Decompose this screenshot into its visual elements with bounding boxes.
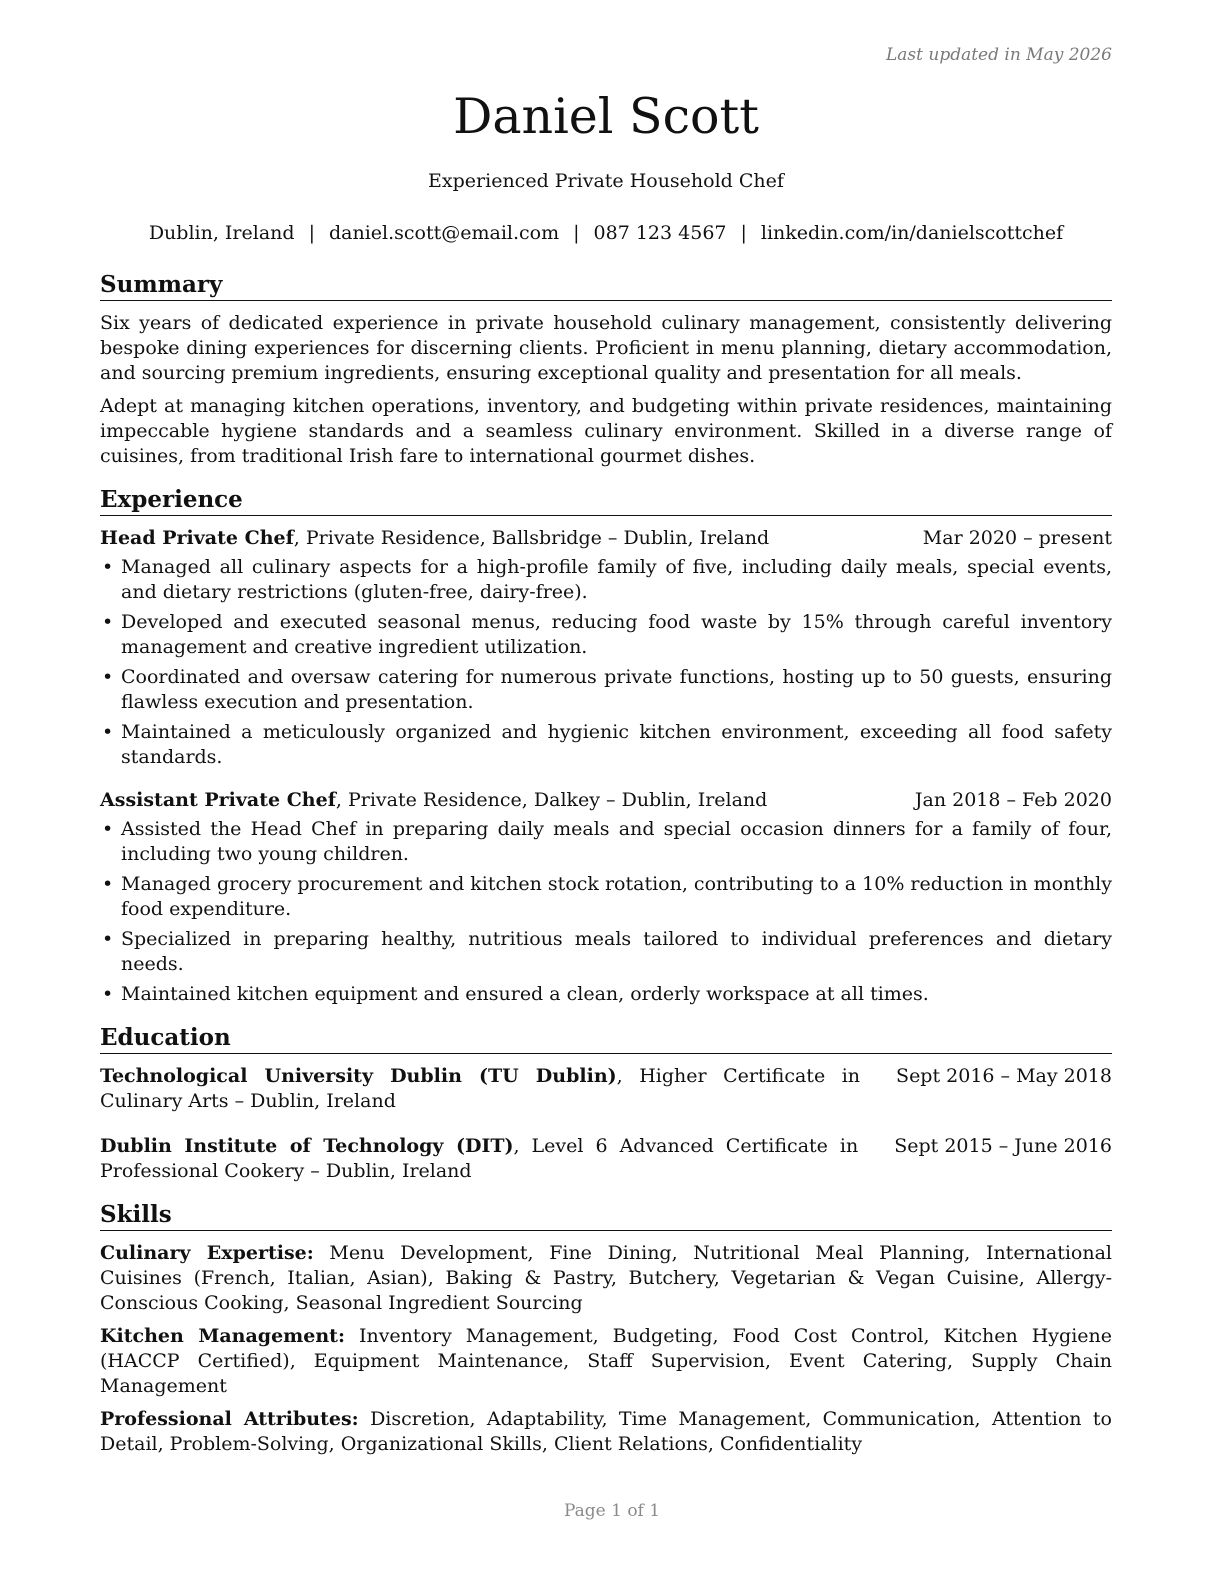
resume-body	[100, 270, 1112, 1473]
job-role: Head Private Chef	[100, 527, 294, 549]
bullet-dot-icon: •	[102, 721, 114, 743]
bullet-dot-icon: •	[102, 873, 114, 895]
institution-name: Technological University Dublin (TU Dublin)	[100, 1065, 617, 1087]
contact-separator: |	[573, 222, 580, 244]
education-dates: Sept 2015 – June 2016	[894, 1135, 1112, 1157]
contact-line	[100, 220, 1112, 246]
page-number: Page 1 of 1	[563, 1501, 661, 1521]
job-header	[100, 526, 1112, 551]
skill-group-items: Discretion, Adaptability, Time Management, Communication, Attention to Detail, Problem-Solving, Organizational Skills, Client Relations, Confidentiality	[100, 1408, 1112, 1455]
skill-group-label: Kitchen Management:	[100, 1325, 345, 1347]
section-title-summary: Summary	[100, 270, 1112, 301]
bullet-dot-icon: •	[102, 928, 114, 950]
skill-group-items: Inventory Management, Budgeting, Food Cost Control, Kitchen Hygiene (HACCP Certified), Equipment Maintenance, Staff Supervision, Event Catering, Supply Chain Management	[100, 1325, 1112, 1397]
bullet-dot-icon: •	[102, 666, 114, 688]
job-role: Assistant Private Chef	[100, 789, 336, 811]
bullet-text: Developed and executed seasonal menus, reducing food waste by 15% through careful inventory management and creative ingredient utilization.	[121, 611, 1112, 658]
list-item	[100, 665, 1112, 715]
bullet-text: Assisted the Head Chef in preparing daily meals and special occasion dinners for a family of four, including two young children.	[121, 818, 1112, 865]
job-header	[100, 788, 1112, 813]
section-title-experience: Experience	[100, 485, 1112, 516]
institution-name: Dublin Institute of Technology (DIT)	[100, 1135, 514, 1157]
skill-group	[100, 1407, 1112, 1457]
bullet-text: Managed all culinary aspects for a high-profile family of five, including daily meals, special events, and dietary restrictions (gluten-free, dairy-free).	[121, 556, 1112, 603]
job-dates: Mar 2020 – present	[922, 527, 1112, 549]
job-details: , Private Residence, Dalkey – Dublin, Ireland	[335, 789, 768, 811]
contact-location: Dublin, Ireland	[148, 222, 295, 244]
job-bullets	[100, 555, 1112, 770]
bullet-dot-icon: •	[102, 611, 114, 633]
experience-section	[100, 485, 1112, 1007]
bullet-text: Managed grocery procurement and kitchen stock rotation, contributing to a 10% reduction in monthly food expenditure.	[121, 873, 1112, 920]
contact-separator: |	[740, 222, 747, 244]
bullet-dot-icon: •	[102, 818, 114, 840]
list-item	[100, 817, 1112, 867]
bullet-dot-icon: •	[102, 983, 114, 1005]
skill-group	[100, 1241, 1112, 1316]
degree-details: , Level 6 Advanced Certificate in Professional Cookery – Dublin, Ireland	[100, 1135, 859, 1182]
list-item	[100, 610, 1112, 660]
job-details: , Private Residence, Ballsbridge – Dublin, Ireland	[293, 527, 770, 549]
skill-group	[100, 1324, 1112, 1399]
last-updated-note: Last updated in May 2026	[885, 45, 1112, 65]
list-item	[100, 872, 1112, 922]
section-title-education: Education	[100, 1023, 1112, 1054]
contact-email[interactable]: daniel.scott@email.com	[328, 222, 560, 244]
job-entry	[100, 526, 1112, 770]
job-dates: Jan 2018 – Feb 2020	[914, 789, 1112, 811]
bullet-text: Specialized in preparing healthy, nutritious meals tailored to individual preferences and dietary needs.	[121, 928, 1112, 975]
bullet-dot-icon: •	[102, 556, 114, 578]
contact-linkedin[interactable]: linkedin.com/in/danielscottchef	[760, 222, 1064, 244]
job-bullets	[100, 817, 1112, 1007]
skills-section	[100, 1200, 1112, 1457]
education-header	[100, 1134, 1112, 1184]
list-item	[100, 982, 1112, 1007]
section-title-skills: Skills	[100, 1200, 1112, 1231]
job-entry	[100, 788, 1112, 1007]
skill-group-items: Menu Development, Fine Dining, Nutritional Meal Planning, International Cuisines (French, Italian, Asian), Baking & Pastry, Butchery, Vegetarian & Vegan Cuisine, Allergy-Conscious Cooking, Seasonal Ingredient Sourcing	[100, 1242, 1112, 1314]
education-header	[100, 1064, 1112, 1114]
skill-group-label: Culinary Expertise:	[100, 1242, 314, 1264]
summary-section	[100, 270, 1112, 469]
list-item	[100, 927, 1112, 977]
summary-paragraph: Adept at managing kitchen operations, inventory, and budgeting within private residences, maintaining impeccable hygiene standards and a seamless culinary environment. Skilled in a diverse range of cuisines, from traditional Irish fare to international gourmet dishes.	[100, 395, 1112, 467]
contact-separator: |	[308, 222, 315, 244]
degree-details: , Higher Certificate in Culinary Arts – Dublin, Ireland	[100, 1065, 861, 1112]
education-section	[100, 1023, 1112, 1184]
contact-phone[interactable]: 087 123 4567	[593, 222, 727, 244]
bullet-text: Maintained a meticulously organized and hygienic kitchen environment, exceeding all food safety standards.	[121, 721, 1112, 768]
education-entry	[100, 1134, 1112, 1184]
skill-group-label: Professional Attributes:	[100, 1408, 359, 1430]
headline: Experienced Private Household Chef	[428, 170, 784, 192]
list-item	[100, 720, 1112, 770]
resume-header	[100, 82, 1112, 246]
candidate-name: Daniel Scott	[453, 88, 759, 145]
bullet-text: Maintained kitchen equipment and ensured a clean, orderly workspace at all times.	[121, 983, 929, 1005]
education-entry	[100, 1064, 1112, 1114]
summary-paragraph: Six years of dedicated experience in private household culinary management, consistently delivering bespoke dining experiences for discerning clients. Proficient in menu planning, dietary accommodation, and sourcing premium ingredients, ensuring exceptional quality and presentation for all meals.	[100, 312, 1112, 384]
list-item	[100, 555, 1112, 605]
bullet-text: Coordinated and oversaw catering for numerous private functions, hosting up to 50 guests, ensuring flawless execution and presentation.	[121, 666, 1112, 713]
education-dates: Sept 2016 – May 2018	[896, 1065, 1112, 1087]
